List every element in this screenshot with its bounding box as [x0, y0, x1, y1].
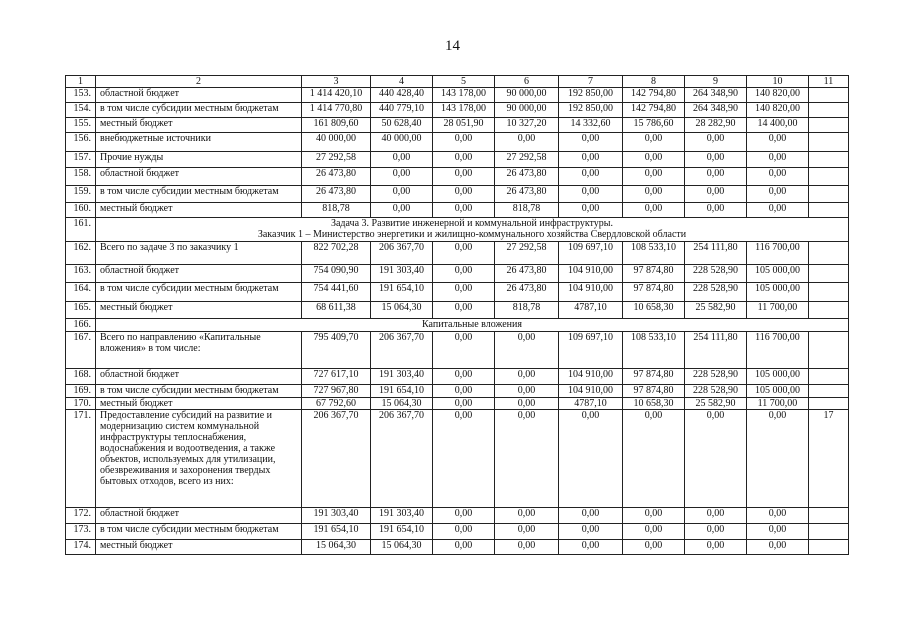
value-cell: 17 — [809, 410, 849, 508]
value-cell: 206 367,70 — [371, 332, 433, 369]
table-row — [66, 265, 849, 283]
value-cell: 0,00 — [371, 186, 433, 203]
value-cell: 0,00 — [747, 133, 809, 152]
value-cell: 228 528,90 — [685, 369, 747, 385]
column-header: 3 — [302, 76, 371, 88]
value-cell: 0,00 — [559, 203, 623, 218]
value-cell: 0,00 — [433, 332, 495, 369]
value-cell: 440 428,40 — [371, 88, 433, 103]
row-number: 153. — [66, 88, 96, 103]
value-cell — [809, 152, 849, 168]
value-cell: 818,78 — [495, 203, 559, 218]
value-cell: 142 794,80 — [623, 88, 685, 103]
row-number: 154. — [66, 103, 96, 118]
table-row — [66, 319, 849, 332]
value-cell: 25 582,90 — [685, 398, 747, 410]
value-cell: 0,00 — [623, 524, 685, 540]
row-number: 168. — [66, 369, 96, 385]
value-cell — [809, 133, 849, 152]
value-cell: 0,00 — [559, 508, 623, 524]
value-cell: 0,00 — [747, 168, 809, 186]
value-cell: 108 533,10 — [623, 242, 685, 265]
section-heading-cell — [96, 218, 849, 242]
row-label: областной бюджет — [96, 369, 302, 385]
column-header: 6 — [495, 76, 559, 88]
row-label: в том числе субсидии местным бюджетам — [96, 186, 302, 203]
value-cell: 28 051,90 — [433, 118, 495, 133]
value-cell: 4787,10 — [559, 398, 623, 410]
row-number: 173. — [66, 524, 96, 540]
value-cell: 0,00 — [685, 152, 747, 168]
value-cell: 104 910,00 — [559, 385, 623, 398]
value-cell: 15 064,30 — [371, 302, 433, 319]
value-cell: 10 327,20 — [495, 118, 559, 133]
value-cell: 0,00 — [685, 133, 747, 152]
row-label: Прочие нужды — [96, 152, 302, 168]
row-label: местный бюджет — [96, 540, 302, 555]
value-cell: 0,00 — [685, 524, 747, 540]
value-cell — [809, 508, 849, 524]
value-cell: 0,00 — [685, 168, 747, 186]
value-cell: 0,00 — [623, 186, 685, 203]
table-header-row — [66, 76, 849, 88]
row-label: внебюджетные источники — [96, 133, 302, 152]
value-cell: 206 367,70 — [302, 410, 371, 508]
row-number: 159. — [66, 186, 96, 203]
value-cell: 191 303,40 — [371, 369, 433, 385]
value-cell: 0,00 — [623, 133, 685, 152]
value-cell: 26 473,80 — [495, 265, 559, 283]
value-cell: 104 910,00 — [559, 283, 623, 302]
value-cell: 109 697,10 — [559, 332, 623, 369]
value-cell — [809, 302, 849, 319]
value-cell: 727 617,10 — [302, 369, 371, 385]
value-cell: 15 064,30 — [371, 398, 433, 410]
value-cell: 0,00 — [685, 186, 747, 203]
table-row — [66, 118, 849, 133]
value-cell: 11 700,00 — [747, 398, 809, 410]
value-cell: 191 303,40 — [371, 265, 433, 283]
column-header: 5 — [433, 76, 495, 88]
value-cell: 0,00 — [433, 385, 495, 398]
value-cell: 0,00 — [559, 540, 623, 555]
table-row — [66, 508, 849, 524]
value-cell: 0,00 — [433, 186, 495, 203]
row-number: 172. — [66, 508, 96, 524]
value-cell: 140 820,00 — [747, 103, 809, 118]
table-row — [66, 398, 849, 410]
value-cell: 754 090,90 — [302, 265, 371, 283]
value-cell: 191 654,10 — [371, 524, 433, 540]
value-cell: 143 178,00 — [433, 88, 495, 103]
row-number: 169. — [66, 385, 96, 398]
table-row — [66, 203, 849, 218]
column-header: 1 — [66, 76, 96, 88]
value-cell: 1 414 420,10 — [302, 88, 371, 103]
value-cell: 0,00 — [685, 508, 747, 524]
value-cell: 0,00 — [623, 508, 685, 524]
value-cell: 0,00 — [747, 524, 809, 540]
value-cell: 0,00 — [559, 186, 623, 203]
value-cell: 727 967,80 — [302, 385, 371, 398]
value-cell: 26 473,80 — [495, 186, 559, 203]
value-cell: 97 874,80 — [623, 369, 685, 385]
value-cell: 0,00 — [559, 168, 623, 186]
value-cell: 822 702,28 — [302, 242, 371, 265]
budget-table — [65, 75, 849, 555]
value-cell: 0,00 — [685, 203, 747, 218]
value-cell: 440 779,10 — [371, 103, 433, 118]
value-cell: 192 850,00 — [559, 103, 623, 118]
value-cell: 26 473,80 — [495, 168, 559, 186]
value-cell: 0,00 — [747, 152, 809, 168]
value-cell: 191 654,10 — [371, 283, 433, 302]
value-cell: 90 000,00 — [495, 103, 559, 118]
row-number: 167. — [66, 332, 96, 369]
value-cell: 206 367,70 — [371, 410, 433, 508]
value-cell: 0,00 — [747, 186, 809, 203]
row-label: в том числе субсидии местным бюджетам — [96, 385, 302, 398]
row-label: Всего по направлению «Капитальные вложения» в том числе: — [96, 332, 302, 369]
row-number: 156. — [66, 133, 96, 152]
value-cell: 0,00 — [685, 410, 747, 508]
row-label: областной бюджет — [96, 88, 302, 103]
table-row — [66, 88, 849, 103]
value-cell: 15 064,30 — [371, 540, 433, 555]
value-cell: 108 533,10 — [623, 332, 685, 369]
row-number: 160. — [66, 203, 96, 218]
value-cell: 161 809,60 — [302, 118, 371, 133]
value-cell: 28 282,90 — [685, 118, 747, 133]
value-cell — [809, 540, 849, 555]
value-cell: 0,00 — [433, 152, 495, 168]
section-subheading: Заказчик 1 – Министерство энергетики и жилищно-коммунального хозяйства Свердловской области — [257, 229, 687, 240]
value-cell: 0,00 — [623, 203, 685, 218]
value-cell: 40 000,00 — [302, 133, 371, 152]
value-cell: 228 528,90 — [685, 283, 747, 302]
column-header: 10 — [747, 76, 809, 88]
column-header: 9 — [685, 76, 747, 88]
column-header: 8 — [623, 76, 685, 88]
value-cell: 90 000,00 — [495, 88, 559, 103]
table-row — [66, 332, 849, 369]
table-row — [66, 242, 849, 265]
value-cell: 0,00 — [433, 524, 495, 540]
table-row — [66, 152, 849, 168]
table-row — [66, 540, 849, 555]
value-cell: 0,00 — [495, 508, 559, 524]
value-cell: 191 654,10 — [371, 385, 433, 398]
row-number: 171. — [66, 410, 96, 508]
value-cell: 0,00 — [371, 152, 433, 168]
value-cell: 264 348,90 — [685, 88, 747, 103]
value-cell: 68 611,38 — [302, 302, 371, 319]
value-cell — [809, 118, 849, 133]
value-cell: 0,00 — [433, 168, 495, 186]
row-label: в том числе субсидии местным бюджетам — [96, 283, 302, 302]
value-cell: 0,00 — [495, 524, 559, 540]
value-cell: 0,00 — [433, 203, 495, 218]
table-row — [66, 103, 849, 118]
value-cell: 26 473,80 — [302, 168, 371, 186]
value-cell: 27 292,58 — [495, 242, 559, 265]
value-cell: 0,00 — [685, 540, 747, 555]
row-number: 163. — [66, 265, 96, 283]
value-cell — [809, 265, 849, 283]
value-cell: 0,00 — [433, 242, 495, 265]
row-label: в том числе субсидии местным бюджетам — [96, 524, 302, 540]
value-cell: 0,00 — [495, 398, 559, 410]
row-label: областной бюджет — [96, 265, 302, 283]
row-label: местный бюджет — [96, 398, 302, 410]
value-cell: 0,00 — [433, 398, 495, 410]
value-cell: 0,00 — [559, 133, 623, 152]
value-cell: 105 000,00 — [747, 283, 809, 302]
value-cell: 10 658,30 — [623, 302, 685, 319]
value-cell: 26 473,80 — [302, 186, 371, 203]
row-number: 161. — [66, 218, 96, 242]
value-cell: 254 111,80 — [685, 332, 747, 369]
row-label: Всего по задаче 3 по заказчику 1 — [96, 242, 302, 265]
table-row — [66, 133, 849, 152]
value-cell: 0,00 — [623, 152, 685, 168]
table-row — [66, 186, 849, 203]
value-cell — [809, 398, 849, 410]
value-cell: 0,00 — [433, 410, 495, 508]
value-cell — [809, 186, 849, 203]
table-row — [66, 524, 849, 540]
row-number: 166. — [66, 319, 96, 332]
section-heading: Задача 3. Развитие инженерной и коммунальной инфраструктуры. — [330, 218, 614, 229]
value-cell — [809, 242, 849, 265]
value-cell: 27 292,58 — [302, 152, 371, 168]
value-cell: 254 111,80 — [685, 242, 747, 265]
value-cell: 140 820,00 — [747, 88, 809, 103]
value-cell — [809, 385, 849, 398]
page-number: 14 — [445, 38, 460, 54]
value-cell: 0,00 — [495, 332, 559, 369]
column-header: 11 — [809, 76, 849, 88]
table-row — [66, 283, 849, 302]
value-cell: 1 414 770,80 — [302, 103, 371, 118]
value-cell: 795 409,70 — [302, 332, 371, 369]
column-header: 4 — [371, 76, 433, 88]
value-cell: 15 064,30 — [302, 540, 371, 555]
value-cell: 97 874,80 — [623, 385, 685, 398]
value-cell: 0,00 — [495, 410, 559, 508]
value-cell: 10 658,30 — [623, 398, 685, 410]
value-cell: 0,00 — [623, 540, 685, 555]
value-cell: 818,78 — [302, 203, 371, 218]
value-cell: 264 348,90 — [685, 103, 747, 118]
row-number: 165. — [66, 302, 96, 319]
value-cell: 4787,10 — [559, 302, 623, 319]
row-number: 170. — [66, 398, 96, 410]
value-cell: 105 000,00 — [747, 369, 809, 385]
value-cell: 0,00 — [371, 168, 433, 186]
section-heading: Капитальные вложения — [422, 319, 522, 330]
value-cell: 15 786,60 — [623, 118, 685, 133]
table-row — [66, 302, 849, 319]
table-row — [66, 168, 849, 186]
row-label: областной бюджет — [96, 508, 302, 524]
value-cell: 109 697,10 — [559, 242, 623, 265]
value-cell: 0,00 — [433, 540, 495, 555]
value-cell — [809, 332, 849, 369]
value-cell: 104 910,00 — [559, 369, 623, 385]
row-label: местный бюджет — [96, 302, 302, 319]
section-heading-cell — [96, 319, 849, 332]
value-cell: 0,00 — [371, 203, 433, 218]
value-cell: 27 292,58 — [495, 152, 559, 168]
value-cell: 142 794,80 — [623, 103, 685, 118]
value-cell: 0,00 — [433, 302, 495, 319]
value-cell: 0,00 — [747, 540, 809, 555]
value-cell: 0,00 — [747, 203, 809, 218]
value-cell: 0,00 — [433, 369, 495, 385]
value-cell: 116 700,00 — [747, 242, 809, 265]
row-number: 155. — [66, 118, 96, 133]
value-cell — [809, 369, 849, 385]
value-cell: 0,00 — [433, 265, 495, 283]
value-cell: 228 528,90 — [685, 265, 747, 283]
value-cell: 192 850,00 — [559, 88, 623, 103]
value-cell: 0,00 — [495, 540, 559, 555]
value-cell: 26 473,80 — [495, 283, 559, 302]
value-cell: 0,00 — [559, 524, 623, 540]
row-number: 174. — [66, 540, 96, 555]
value-cell: 191 303,40 — [371, 508, 433, 524]
value-cell: 0,00 — [559, 152, 623, 168]
row-label: местный бюджет — [96, 203, 302, 218]
value-cell: 14 332,60 — [559, 118, 623, 133]
value-cell: 0,00 — [747, 410, 809, 508]
value-cell: 50 628,40 — [371, 118, 433, 133]
row-label: в том числе субсидии местным бюджетам — [96, 103, 302, 118]
value-cell: 143 178,00 — [433, 103, 495, 118]
value-cell: 0,00 — [433, 283, 495, 302]
value-cell: 191 303,40 — [302, 508, 371, 524]
value-cell: 67 792,60 — [302, 398, 371, 410]
value-cell — [809, 103, 849, 118]
value-cell — [809, 524, 849, 540]
table-row — [66, 385, 849, 398]
value-cell: 228 528,90 — [685, 385, 747, 398]
value-cell: 0,00 — [623, 410, 685, 508]
column-header: 2 — [96, 76, 302, 88]
row-label: областной бюджет — [96, 168, 302, 186]
value-cell: 818,78 — [495, 302, 559, 319]
value-cell: 25 582,90 — [685, 302, 747, 319]
value-cell: 206 367,70 — [371, 242, 433, 265]
row-label: местный бюджет — [96, 118, 302, 133]
value-cell: 0,00 — [623, 168, 685, 186]
value-cell: 0,00 — [433, 133, 495, 152]
value-cell: 97 874,80 — [623, 283, 685, 302]
value-cell — [809, 203, 849, 218]
value-cell: 191 654,10 — [302, 524, 371, 540]
value-cell: 14 400,00 — [747, 118, 809, 133]
value-cell — [809, 168, 849, 186]
value-cell: 97 874,80 — [623, 265, 685, 283]
row-number: 162. — [66, 242, 96, 265]
value-cell: 0,00 — [433, 508, 495, 524]
column-header: 7 — [559, 76, 623, 88]
value-cell — [809, 283, 849, 302]
value-cell: 40 000,00 — [371, 133, 433, 152]
row-number: 164. — [66, 283, 96, 302]
value-cell: 0,00 — [495, 385, 559, 398]
table-row — [66, 410, 849, 508]
value-cell: 105 000,00 — [747, 265, 809, 283]
row-number: 158. — [66, 168, 96, 186]
value-cell: 0,00 — [559, 410, 623, 508]
value-cell: 104 910,00 — [559, 265, 623, 283]
row-number: 157. — [66, 152, 96, 168]
value-cell — [809, 88, 849, 103]
value-cell: 754 441,60 — [302, 283, 371, 302]
table-row — [66, 369, 849, 385]
value-cell: 0,00 — [747, 508, 809, 524]
value-cell: 116 700,00 — [747, 332, 809, 369]
table-row — [66, 218, 849, 242]
value-cell: 11 700,00 — [747, 302, 809, 319]
value-cell: 0,00 — [495, 369, 559, 385]
value-cell: 0,00 — [495, 133, 559, 152]
row-label: Предоставление субсидий на развитие и модернизацию систем коммунальной инфраструктуры теплоснабжения, водоснабжения и водоотведения, а также объектов, используемых для утилизации, обезвреживания и захоронения твердых бытовых отходов, всего из них: — [96, 410, 302, 508]
value-cell: 105 000,00 — [747, 385, 809, 398]
